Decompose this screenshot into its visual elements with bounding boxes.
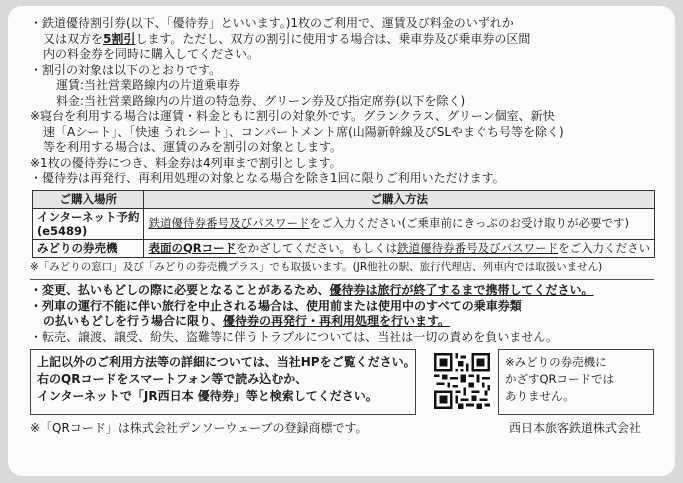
info-area (30, 349, 661, 419)
rule-discount-line3: 内の料金券を同時に購入してください。 (43, 47, 260, 61)
info-line1: 上記以外のご利用方法等の詳細については、当社HPをご覧ください。 (37, 355, 416, 369)
rule-discount-line2 (30, 32, 661, 48)
table-row (33, 239, 655, 257)
text-segment: をかざしてください。もしくは (236, 240, 398, 255)
ticket-back (8, 6, 675, 476)
qr-note-line3: ありません。 (505, 389, 575, 403)
rule-target-line1: ・割引の対象は以下のとおりです。 (30, 62, 222, 77)
info-line3: インターネットで「JR西日本 優待券」等と検索してください。 (37, 389, 378, 403)
note-counters: ※「みどりの窓口」及び「みどりの券売機プラス」でも取扱います。(JR他社の駅、旅行代理店、列車内では取扱いません) (30, 260, 603, 273)
rule-reissue: ・優待券は再発行、再利用処理の対象となる場合を除き1回に限りご利用いただけます。 (30, 171, 505, 185)
note-carry (30, 283, 661, 299)
table-header-row (33, 190, 655, 208)
rule-sleeper-line1: ※寝台を利用する場合は運賃・料金ともに割引の対象外です。グランクラス、グリーン個室、新快 (30, 109, 555, 123)
rule-target-line2: 運賃:当社営業路線内の片道乗車券 (56, 78, 241, 92)
table-row (33, 208, 655, 239)
note-cancel-line2 (30, 314, 661, 330)
place-internet (33, 208, 144, 239)
method-machine (144, 239, 655, 257)
qr-note-line2: かざすQRコードでは (505, 372, 615, 386)
text-segment: をご入力ください(ご乗車前にきっぷのお受け取りが必要です) (309, 216, 629, 230)
place-name: インターネット予約 (37, 209, 140, 224)
discount-rate: 5割引 (103, 31, 136, 46)
trademark-note: ※「QRコード」は株式会社デンソーウェーブの登録商標です。 (30, 421, 368, 435)
text-segment: 優待券の再発行・再利用処理を行います。 (223, 314, 451, 328)
qr-code-icon (434, 353, 490, 409)
header-method: ご購入方法 (144, 190, 655, 208)
purchase-table (32, 190, 655, 258)
rule-sleeper-line3: 等を利用する場合は、運賃のみを割引の対象とします。 (43, 140, 343, 154)
info-line2: 右のQRコードをスマートフォン等で読み込むか、 (37, 372, 308, 386)
footer (30, 419, 661, 437)
text-segment: 又は双方を (43, 31, 104, 46)
method-internet (144, 208, 655, 239)
text-segment: ・変更、払いもどしの際に必要となることがあるため、 (30, 283, 330, 297)
text-segment: 鉄道優待券番号及びパスワード (148, 216, 310, 230)
place-sub: (e5489) (37, 223, 88, 238)
company-name: 西日本旅客鉄道株式会社 (508, 421, 641, 435)
text-segment: をご入力ください (558, 240, 651, 255)
qr-note-box (498, 349, 654, 415)
rule-sleeper-line2: 速「Aシート」、「快速 うれシート」、コンパートメント席(山陽新幹線及びSLやまぐち号等を除く) (43, 124, 564, 139)
text-segment: 優待券は旅行が終了するまで携帯してください。 (329, 283, 594, 297)
place-machine: みどりの券売機 (33, 239, 144, 257)
rule-trains: ※1枚の優待券につき、料金券は4列車まで割引とします。 (30, 155, 342, 170)
divider (30, 279, 654, 280)
header-place: ご購入場所 (33, 190, 144, 208)
info-box (30, 349, 416, 415)
note-resale: ・転売、譲渡、譲受、紛失、盗難等に伴うトラブルについては、当社は一切の責めを負いません。 (30, 329, 559, 344)
qr-note-line1: ※みどりの券売機に (505, 355, 607, 369)
text-segment: 鉄道優待券番号及びパスワード (397, 240, 559, 255)
rule-discount-line1: ・鉄道優待割引券(以下、「優待券」といいます。)1枚のご利用で、運賃及び料金のいずれか (30, 16, 514, 30)
text-segment: の払いもどしを行う場合に限り、 (43, 314, 224, 328)
text-segment: します。ただし、双方の割引に使用する場合は、乗車券及び乗車券の区間 (135, 31, 531, 46)
rule-target-line3: 料金:当社営業路線内の片道の特急券、グリーン券及び指定席券(以下を除く) (56, 93, 466, 108)
text-segment: 表面のQRコード (148, 240, 237, 255)
note-cancel-line1: ・列車の運行不能に伴い旅行を中止される場合は、使用前または使用中のすべての乗車券類 (30, 298, 522, 313)
